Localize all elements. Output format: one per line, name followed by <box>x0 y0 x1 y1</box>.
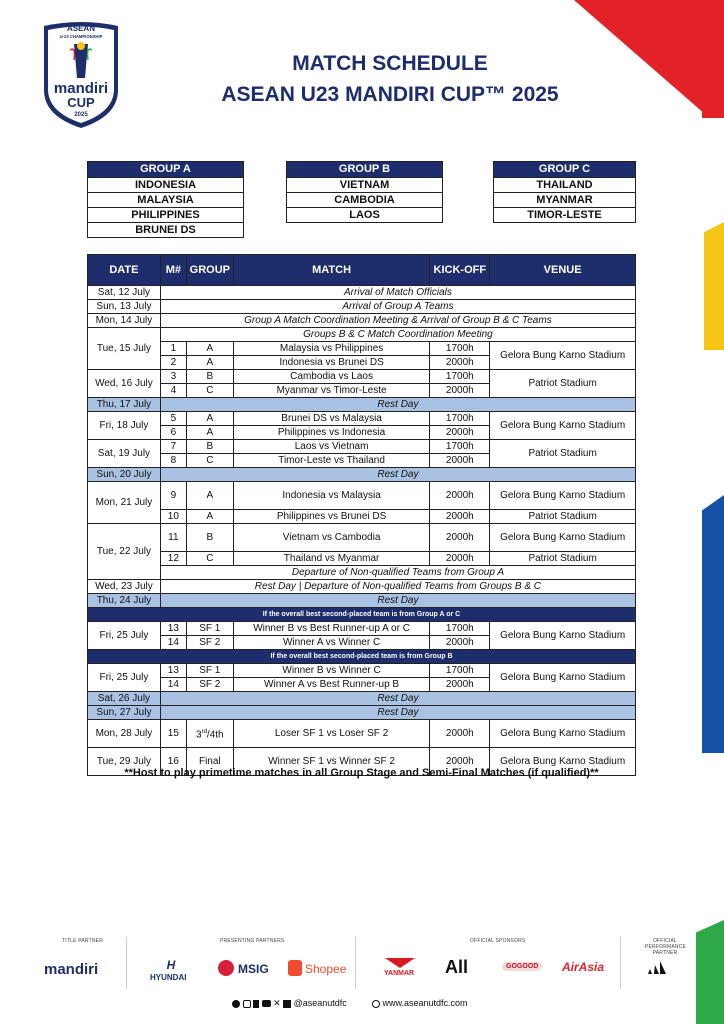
msig-logo: MSIG <box>238 962 269 976</box>
svg-text:ASEAN: ASEAN <box>66 24 96 33</box>
match-number-cell: 12 <box>160 552 186 566</box>
note-cell: Arrival of Group A Teams <box>160 300 635 314</box>
table-row <box>88 286 636 300</box>
table-row <box>88 664 636 678</box>
match-cell: Philippines vs Indonesia <box>233 426 430 440</box>
group-cell: SF 1 <box>186 622 233 636</box>
scenario-banner-row <box>88 650 636 664</box>
date-cell: Tue, 29 July <box>88 748 161 776</box>
group-cell: A <box>186 426 233 440</box>
table-row <box>88 342 636 356</box>
match-cell: Thailand vs Myanmar <box>233 552 430 566</box>
svg-text:U-23 CHAMPIONSHIP: U-23 CHAMPIONSHIP <box>59 34 103 39</box>
date-cell: Wed, 16 July <box>88 370 161 398</box>
tiktok-icon[interactable] <box>253 1000 259 1008</box>
group-team: CAMBODIA <box>287 192 442 207</box>
hyundai-logo-icon: H <box>166 958 176 972</box>
match-number-cell: 11 <box>160 524 186 552</box>
kickoff-cell: 2000h <box>430 384 490 398</box>
venue-cell: Gelora Bung Karno Stadium <box>490 412 636 440</box>
rest-day-row <box>88 468 636 482</box>
venue-cell: Gelora Bung Karno Stadium <box>490 482 636 510</box>
match-cell: Winner SF 1 vs Winner SF 2 <box>233 748 430 776</box>
airasia-logo: AirAsia <box>562 960 605 974</box>
official-sponsors-label: OFFICIAL SPONSORS <box>470 938 526 944</box>
date-cell: Sat, 19 July <box>88 440 161 468</box>
match-number-cell: 1 <box>160 342 186 356</box>
note-cell: Rest Day <box>160 398 635 412</box>
kickoff-cell: 2000h <box>430 636 490 650</box>
group-team: THAILAND <box>494 177 635 192</box>
performance-label-line1: OFFICIAL <box>652 938 678 944</box>
table-row <box>88 314 636 328</box>
table-row <box>88 412 636 426</box>
rest-day-row <box>88 594 636 608</box>
date-cell: Sun, 27 July <box>88 706 161 720</box>
group-cell: C <box>186 552 233 566</box>
group-team: VIETNAM <box>287 177 442 192</box>
kickoff-cell: 2000h <box>430 454 490 468</box>
header-group: GROUP <box>186 255 233 286</box>
match-cell: Winner A vs Best Runner-up B <box>233 678 430 692</box>
group-team: BRUNEI DS <box>88 222 243 237</box>
date-cell: Fri, 18 July <box>88 412 161 440</box>
group-team: TIMOR-LESTE <box>494 207 635 222</box>
table-row <box>88 370 636 384</box>
group-cell: A <box>186 510 233 524</box>
footnote: **Host to play primetime matches in all Group Stage and Semi-Final Matches (if qualified)** <box>124 767 599 779</box>
date-cell: Fri, 25 July <box>88 664 161 692</box>
note-cell: Rest Day | Departure of Non-qualified Teams from Groups B & C <box>160 580 635 594</box>
scenario-banner-row <box>88 608 636 622</box>
kickoff-cell: 1700h <box>430 622 490 636</box>
match-cell: Indonesia vs Malaysia <box>233 482 430 510</box>
table-row <box>88 328 636 342</box>
table-row <box>88 552 636 566</box>
date-cell: Fri, 25 July <box>88 622 161 650</box>
hyundai-logo: HYUNDAI <box>150 973 187 982</box>
match-number-cell: 4 <box>160 384 186 398</box>
rest-day-row <box>88 398 636 412</box>
date-cell: Sun, 20 July <box>88 468 161 482</box>
svg-text:CUP: CUP <box>67 95 95 110</box>
table-row <box>88 566 636 580</box>
date-cell: Mon, 28 July <box>88 720 161 748</box>
table-row <box>88 510 636 524</box>
gogood-logo: GOGOOD <box>502 962 542 971</box>
match-number-cell: 13 <box>160 622 186 636</box>
kickoff-cell: 2000h <box>430 426 490 440</box>
group-cell: B <box>186 440 233 454</box>
date-cell: Mon, 14 July <box>88 314 161 328</box>
note-cell: Rest Day <box>160 706 635 720</box>
table-header-row <box>88 255 636 286</box>
globe-icon <box>372 1000 380 1008</box>
table-row <box>88 720 636 748</box>
header-date: DATE <box>88 255 161 286</box>
page-subtitle: ASEAN U23 MANDIRI CUP™ 2025 <box>221 83 559 106</box>
title-partner-label: TITLE PARTNER <box>62 938 104 944</box>
yanmar-logo-icon <box>385 958 415 968</box>
kickoff-cell: 2000h <box>430 524 490 552</box>
group-heading: GROUP B <box>287 162 442 177</box>
kickoff-cell: 2000h <box>430 720 490 748</box>
table-row <box>88 482 636 510</box>
note-cell: Rest Day <box>160 692 635 706</box>
date-cell: Sat, 12 July <box>88 286 161 300</box>
table-row <box>88 622 636 636</box>
match-cell: Philippines vs Brunei DS <box>233 510 430 524</box>
scenario-banner: If the overall best second-placed team is from Group A or C <box>88 608 636 622</box>
kickoff-cell: 1700h <box>430 342 490 356</box>
date-cell: Wed, 23 July <box>88 580 161 594</box>
group-a-box <box>87 161 244 238</box>
group-cell: SF 2 <box>186 678 233 692</box>
adidas-logo-icon <box>647 960 669 974</box>
group-cell: C <box>186 454 233 468</box>
date-cell: Tue, 15 July <box>88 328 161 370</box>
asean-mandiri-cup-logo <box>40 20 122 130</box>
match-number-cell: 3 <box>160 370 186 384</box>
kickoff-cell: 1700h <box>430 664 490 678</box>
group-cell: SF 2 <box>186 636 233 650</box>
footer-divider <box>126 937 127 989</box>
group-cell: B <box>186 524 233 552</box>
date-cell: Sun, 13 July <box>88 300 161 314</box>
footer-divider <box>620 937 621 989</box>
performance-partner-label <box>645 938 685 956</box>
date-cell: Thu, 17 July <box>88 398 161 412</box>
header-match-number: M# <box>160 255 186 286</box>
green-stripe-decoration <box>696 920 724 1024</box>
yellow-stripe-decoration <box>704 222 724 350</box>
group-cell: B <box>186 370 233 384</box>
group-heading: GROUP C <box>494 162 635 177</box>
venue-cell: Gelora Bung Karno Stadium <box>490 720 636 748</box>
mandiri-logo: mandiri <box>44 961 99 978</box>
match-cell: Malaysia vs Philippines <box>233 342 430 356</box>
note-cell: Arrival of Match Officials <box>160 286 635 300</box>
scenario-banner: If the overall best second-placed team is from Group B <box>88 650 636 664</box>
date-cell: Sat, 26 July <box>88 692 161 706</box>
venue-cell: Gelora Bung Karno Stadium <box>490 664 636 692</box>
match-number-cell: 13 <box>160 664 186 678</box>
group-cell <box>186 720 233 748</box>
match-number-cell: 15 <box>160 720 186 748</box>
group-cell-text: 3 <box>196 729 202 741</box>
performance-label-line2: PERFORMANCE PARTNER <box>645 944 687 956</box>
all-logo: All <box>445 957 469 977</box>
group-team: LAOS <box>287 207 442 222</box>
venue-cell: Gelora Bung Karno Stadium <box>490 524 636 552</box>
svg-text:mandiri: mandiri <box>53 80 109 97</box>
table-row <box>88 300 636 314</box>
kickoff-cell: 2000h <box>430 356 490 370</box>
blue-stripe-decoration <box>702 495 724 753</box>
match-cell: Loser SF 1 vs Loser SF 2 <box>233 720 430 748</box>
venue-cell: Patriot Stadium <box>490 370 636 398</box>
svg-text:2025: 2025 <box>74 112 88 118</box>
table-row <box>88 440 636 454</box>
header-kickoff: KICK-OFF <box>430 255 490 286</box>
group-cell: A <box>186 356 233 370</box>
match-number-cell: 6 <box>160 426 186 440</box>
match-cell: Cambodia vs Laos <box>233 370 430 384</box>
group-team: INDONESIA <box>88 177 243 192</box>
match-number-cell: 8 <box>160 454 186 468</box>
social-links <box>232 998 347 1009</box>
match-cell: Winner B vs Best Runner-up A or C <box>233 622 430 636</box>
msig-logo-icon <box>218 960 234 976</box>
venue-cell: Gelora Bung Karno Stadium <box>490 748 636 776</box>
group-cell: Final <box>186 748 233 776</box>
social-handle[interactable]: @aseanutdfc <box>293 998 347 1008</box>
kickoff-cell: 2000h <box>430 678 490 692</box>
website-text[interactable]: www.aseanutdfc.com <box>382 998 468 1008</box>
shopee-logo: Shopee <box>305 962 347 976</box>
yanmar-logo: YANMAR <box>384 970 415 977</box>
kickoff-cell: 1700h <box>430 370 490 384</box>
group-team: MALAYSIA <box>88 192 243 207</box>
match-number-cell: 7 <box>160 440 186 454</box>
instagram-icon[interactable] <box>243 1000 251 1008</box>
rest-day-row <box>88 706 636 720</box>
group-c-box <box>493 161 636 223</box>
group-team: MYANMAR <box>494 192 635 207</box>
match-cell: Indonesia vs Brunei DS <box>233 356 430 370</box>
note-cell: Groups B & C Match Coordination Meeting <box>160 328 635 342</box>
kickoff-cell: 1700h <box>430 412 490 426</box>
footer-divider <box>355 937 356 989</box>
match-number-cell: 14 <box>160 678 186 692</box>
note-cell: Group A Match Coordination Meeting & Arrival of Group B & C Teams <box>160 314 635 328</box>
table-row <box>88 580 636 594</box>
group-heading: GROUP A <box>88 162 243 177</box>
rest-day-row <box>88 692 636 706</box>
venue-cell: Patriot Stadium <box>490 552 636 566</box>
group-cell-superscript: rd <box>201 728 207 735</box>
match-cell: Timor-Leste vs Thailand <box>233 454 430 468</box>
match-schedule-table <box>87 254 636 776</box>
youtube-icon[interactable] <box>262 1000 271 1007</box>
match-cell: Winner A vs Winner C <box>233 636 430 650</box>
note-cell: Rest Day <box>160 468 635 482</box>
group-cell: A <box>186 342 233 356</box>
date-cell: Mon, 21 July <box>88 482 161 524</box>
kickoff-cell: 2000h <box>430 748 490 776</box>
kickoff-cell: 2000h <box>430 510 490 524</box>
venue-cell: Patriot Stadium <box>490 510 636 524</box>
group-team: PHILIPPINES <box>88 207 243 222</box>
match-number-cell: 2 <box>160 356 186 370</box>
match-number-cell: 16 <box>160 748 186 776</box>
linkedin-icon[interactable] <box>283 1000 291 1008</box>
kickoff-cell: 2000h <box>430 552 490 566</box>
date-cell: Tue, 22 July <box>88 524 161 580</box>
match-cell: Vietnam vs Cambodia <box>233 524 430 552</box>
venue-cell: Patriot Stadium <box>490 440 636 468</box>
group-cell-text-tail: /4th <box>206 729 224 741</box>
group-cell: SF 1 <box>186 664 233 678</box>
facebook-icon[interactable] <box>232 1000 240 1008</box>
presenting-partners-label: PRESENTING PARTNERS <box>220 938 285 944</box>
match-cell: Winner B vs Winner C <box>233 664 430 678</box>
page-title: MATCH SCHEDULE <box>292 52 488 75</box>
group-cell: A <box>186 412 233 426</box>
match-cell: Brunei DS vs Malaysia <box>233 412 430 426</box>
match-number-cell: 10 <box>160 510 186 524</box>
venue-cell: Gelora Bung Karno Stadium <box>490 622 636 650</box>
group-b-box <box>286 161 443 223</box>
venue-cell: Gelora Bung Karno Stadium <box>490 342 636 370</box>
match-number-cell: 5 <box>160 412 186 426</box>
header-venue: VENUE <box>490 255 636 286</box>
match-cell: Myanmar vs Timor-Leste <box>233 384 430 398</box>
date-cell: Thu, 24 July <box>88 594 161 608</box>
table-row <box>88 524 636 552</box>
shopee-bag-icon <box>288 960 302 976</box>
kickoff-cell: 2000h <box>430 482 490 510</box>
red-side-stripe-decoration <box>702 0 724 118</box>
x-icon[interactable]: ✕ <box>273 998 281 1009</box>
header-match: MATCH <box>233 255 430 286</box>
group-cell: C <box>186 384 233 398</box>
kickoff-cell: 1700h <box>430 440 490 454</box>
match-number-cell: 9 <box>160 482 186 510</box>
match-cell: Laos vs Vietnam <box>233 440 430 454</box>
website-link[interactable] <box>372 998 468 1008</box>
note-cell: Rest Day <box>160 594 635 608</box>
group-cell: A <box>186 482 233 510</box>
match-number-cell: 14 <box>160 636 186 650</box>
note-cell: Departure of Non-qualified Teams from Group A <box>160 566 635 580</box>
